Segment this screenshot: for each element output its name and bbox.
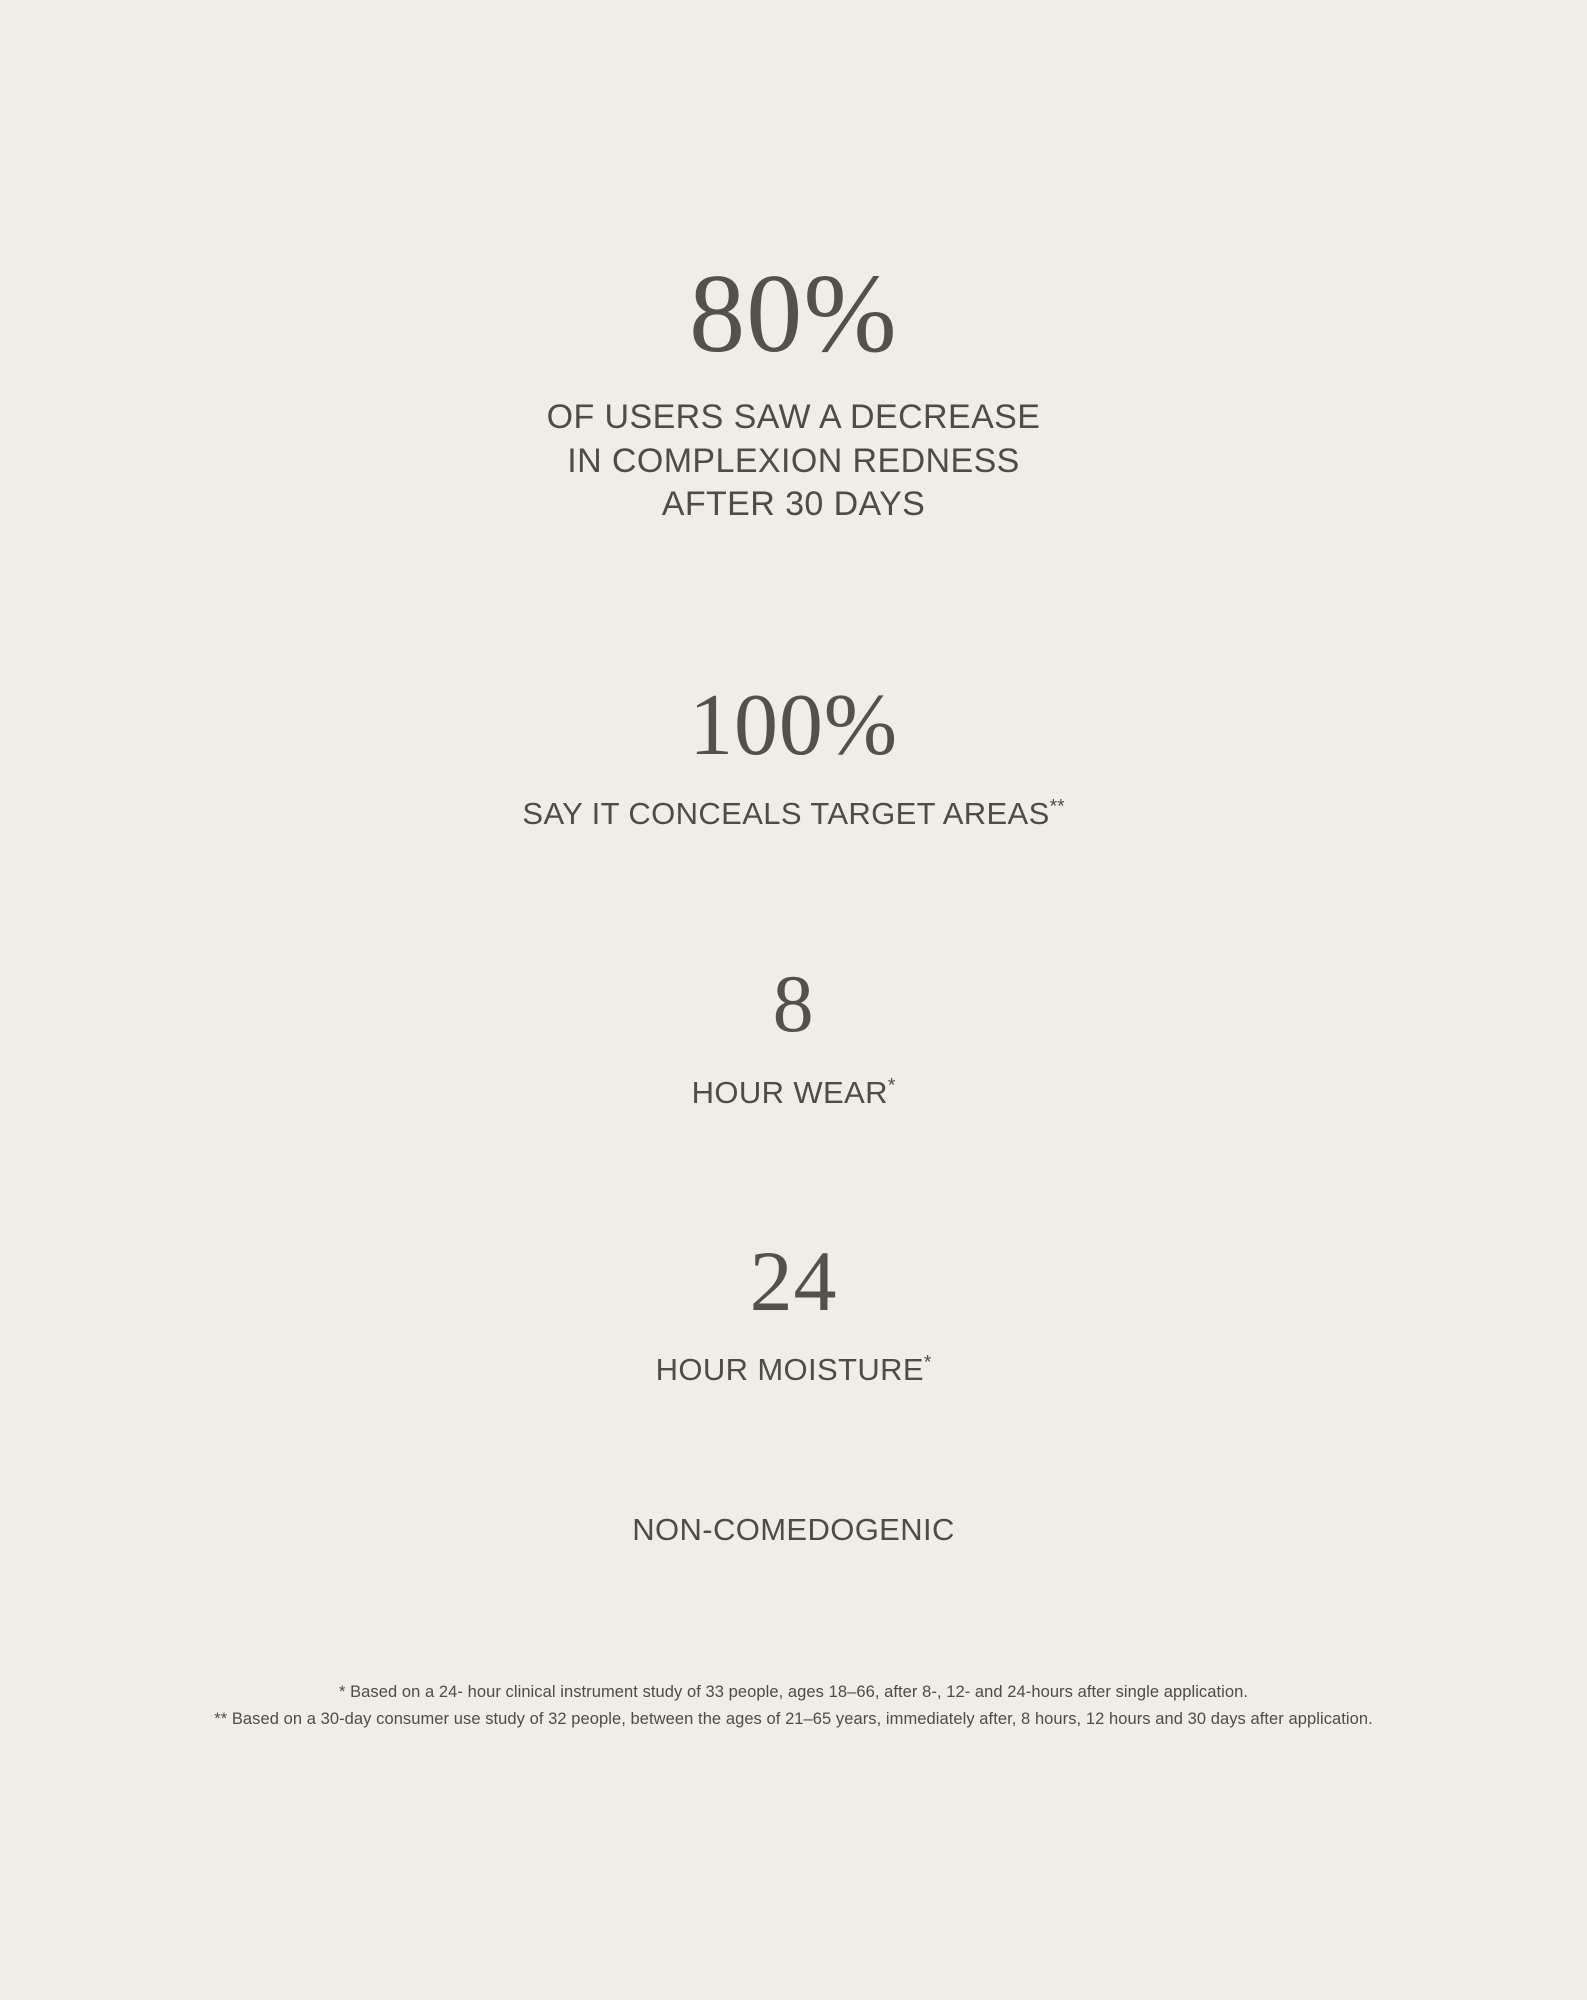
stat-figure: 24 (749, 1232, 838, 1329)
stat-block-non-comedogenic (0, 1510, 1587, 1550)
stat-caption (547, 396, 1041, 527)
stat-caption (522, 794, 1064, 834)
stat-block-conceal (0, 676, 1587, 834)
stat-caption-line: AFTER 30 DAYS (661, 485, 926, 524)
stat-caption-text: HOUR WEAR (691, 1075, 888, 1111)
footnotes (0, 1679, 1587, 1733)
stat-caption (656, 1350, 932, 1390)
footnote-marker: * (923, 1352, 932, 1374)
stat-block-wear (0, 958, 1587, 1113)
stat-figure: 8 (772, 958, 815, 1050)
stat-caption-text: HOUR MOISTURE (655, 1351, 924, 1387)
stat-figure: 100% (689, 676, 898, 774)
footnote-marker: * (887, 1075, 896, 1097)
stat-caption-line: OF USERS SAW A DECREASE (546, 398, 1041, 436)
stat-caption: NON-COMEDOGENIC (632, 1511, 955, 1547)
stat-caption (692, 1073, 896, 1113)
stat-caption-text: SAY IT CONCEALS TARGET AREAS (522, 795, 1050, 831)
stat-figure: 80% (689, 252, 898, 376)
stat-block-redness (0, 252, 1587, 527)
stat-block-moisture (0, 1232, 1587, 1390)
footnote-single-asterisk: * Based on a 24- hour clinical instrument study of 33 people, ages 18–66, after 8-, 12- and 24-hours after single application. (338, 1683, 1249, 1702)
footnote-marker: ** (1049, 796, 1065, 818)
stat-caption-line: IN COMPLEXION REDNESS (567, 441, 1020, 480)
footnote-double-asterisk: ** Based on a 30-day consumer use study of 32 people, between the ages of 21–65 years, immediately after, 8 hours, 12 hours and 30 days after application. (214, 1710, 1373, 1729)
